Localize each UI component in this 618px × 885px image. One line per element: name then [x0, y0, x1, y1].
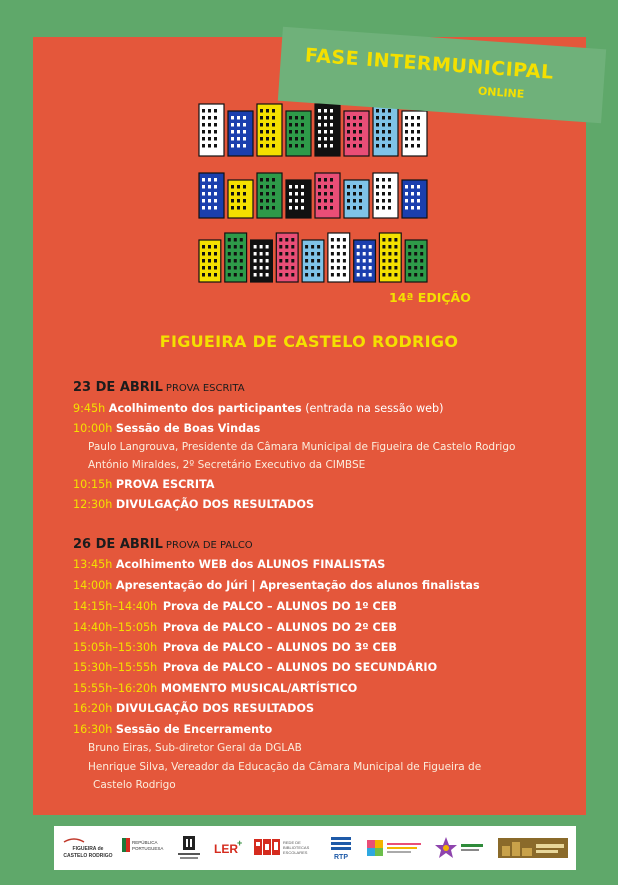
svg-text:LER: LER [214, 842, 238, 856]
logo-window [208, 144, 211, 148]
logo-window [289, 192, 292, 196]
logo-window [388, 273, 391, 277]
logo-window [417, 116, 420, 120]
logo-window [243, 116, 246, 120]
logo-window [324, 109, 327, 113]
location-title: FIGUEIRA DE CASTELO RODRIGO [159, 332, 459, 351]
item-time: 16:30h [73, 723, 113, 736]
logo-window [411, 144, 414, 148]
logo-window [405, 144, 408, 148]
logo-window [237, 144, 240, 148]
day2-date: 26 DE ABRIL [73, 537, 163, 552]
ensino-a-distancia-logo [364, 834, 426, 862]
cimbse-logo [434, 834, 488, 862]
logo-window [324, 206, 327, 210]
item-title: PROVA ESCRITA [115, 478, 215, 491]
logo-window [301, 144, 304, 148]
logo-window [214, 116, 217, 120]
logo-window [289, 185, 292, 189]
logo-window [376, 116, 379, 120]
rtp-logo [324, 834, 358, 862]
logo-window [202, 245, 205, 249]
item-title: DIVULGAÇÃO DOS RESULTADOS [115, 702, 315, 715]
logo-window [363, 245, 366, 249]
logo-window [359, 116, 362, 120]
logo-window [260, 144, 263, 148]
schedule-item [73, 702, 314, 715]
logo-window [414, 273, 417, 277]
logo-window [330, 109, 333, 113]
item-time: 14:00h [73, 579, 113, 592]
logo-window [353, 116, 356, 120]
schedule-item [73, 661, 437, 674]
logo-window [347, 116, 350, 120]
schedule-item [73, 723, 272, 736]
logo-window [260, 109, 263, 113]
logo-window [388, 109, 391, 113]
logo-window [289, 130, 292, 134]
logo-window [295, 116, 298, 120]
logo-window [272, 178, 275, 182]
logo-window [260, 206, 263, 210]
logo-window [234, 273, 237, 277]
svg-text:BIBLIOTECAS: BIBLIOTECAS [283, 845, 310, 850]
item-title: Prova de PALCO – ALUNOS DO 3º CEB [162, 641, 397, 654]
logo-window [240, 273, 243, 277]
logo-window [260, 199, 263, 203]
logo-window [357, 273, 360, 277]
welcome-person: António Miraldes, 2º Secretário Executivo da CIMBSE [88, 459, 366, 471]
logo-window [228, 238, 231, 242]
closing-person: Bruno Eiras, Sub-diretor Geral da DGLAB [88, 742, 302, 754]
rede-bibliotecas-escolares-logo [252, 834, 316, 862]
item-time: 13:45h [73, 558, 113, 571]
item-title: DIVULGAÇÃO DOS RESULTADOS [115, 498, 315, 511]
badge-subtitle: ONLINE [477, 84, 525, 101]
item-time: 14:40h–15:05h [73, 621, 158, 634]
item-time: 14:15h–14:40h [73, 600, 158, 613]
logo-window [411, 116, 414, 120]
logo-window [214, 206, 217, 210]
schedule-item [73, 579, 480, 592]
logo-window [243, 185, 246, 189]
logo-window [331, 273, 334, 277]
logo-window [272, 116, 275, 120]
item-title: Prova de PALCO – ALUNOS DO 2º CEB [162, 621, 397, 634]
logo-window [305, 273, 308, 277]
logo-window [208, 273, 211, 277]
logo-window [376, 144, 379, 148]
logo-window [337, 273, 340, 277]
schedule-item [73, 682, 357, 695]
logo-window [289, 116, 292, 120]
logo-window [376, 137, 379, 141]
logo-window [394, 238, 397, 242]
logo-window [382, 144, 385, 148]
logo-window [317, 273, 320, 277]
logo-window [318, 206, 321, 210]
day2-label: PROVA DE PALCO [165, 540, 253, 551]
logo-window [295, 185, 298, 189]
ler-plus-logo [211, 834, 245, 862]
schedule-item [73, 558, 385, 571]
item-title: MOMENTO MUSICAL/ARTÍSTICO [160, 682, 358, 695]
rede-bibliotecas-publicas-logo [172, 834, 206, 862]
item-time: 12:30h [73, 498, 113, 511]
logo-window [214, 144, 217, 148]
logo-window [214, 245, 217, 249]
logo-window [234, 238, 237, 242]
day1-label: PROVA ESCRITA [165, 383, 245, 394]
logo-window [353, 185, 356, 189]
logo-window [260, 245, 263, 249]
logo-window [243, 144, 246, 148]
logo-window [266, 245, 269, 249]
closing-person-cont: Castelo Rodrigo [93, 779, 176, 791]
svg-text:CASTELO RODRIGO: CASTELO RODRIGO [63, 853, 113, 859]
schedule-item [73, 478, 215, 491]
logo-window [214, 273, 217, 277]
item-title: Prova de PALCO – ALUNOS DO SECUNDÁRIO [162, 661, 438, 674]
logo-window [272, 144, 275, 148]
svg-text:ESCOLARES: ESCOLARES [283, 850, 308, 855]
logo-window [359, 144, 362, 148]
schedule-item [73, 600, 397, 613]
logo-window [289, 144, 292, 148]
logo-window [417, 144, 420, 148]
logo-window [305, 266, 308, 270]
logo-window [405, 199, 408, 203]
logo-window [330, 144, 333, 148]
logo-window [266, 178, 269, 182]
logo-window [394, 273, 397, 277]
item-title: Acolhimento dos participantes [108, 402, 302, 415]
schedule-item [73, 402, 444, 415]
item-time: 9:45h [73, 402, 106, 415]
badge-title: FASE INTERMUNICIPAL [304, 44, 555, 84]
logo-window [279, 273, 282, 277]
logo-window [266, 144, 269, 148]
logo-window [301, 185, 304, 189]
logo-window [324, 144, 327, 148]
item-time: 10:00h [73, 422, 113, 435]
item-time: 10:15h [73, 478, 113, 491]
logo-window [260, 185, 263, 189]
logo-window [376, 130, 379, 134]
logo-window [414, 245, 417, 249]
item-time: 15:30h–15:55h [73, 661, 158, 674]
logo-window [376, 206, 379, 210]
schedule-item [73, 641, 397, 654]
concurso-nacional-de-leitura-logo [195, 100, 440, 290]
logo-window [376, 123, 379, 127]
logo-window [260, 178, 263, 182]
logo-window [202, 137, 205, 141]
logo-window [317, 259, 320, 263]
svg-text:RTP: RTP [334, 854, 348, 861]
logo-window [317, 252, 320, 256]
logo-window [382, 238, 385, 242]
logo-window [305, 245, 308, 249]
logo-window [214, 178, 217, 182]
logo-window [260, 273, 263, 277]
welcome-person: Paulo Langrouva, Presidente da Câmara Municipal de Figueira de Castelo Rodrigo [88, 441, 516, 453]
logo-window [289, 199, 292, 203]
day2-heading [73, 537, 253, 552]
logo-window [266, 273, 269, 277]
logo-window [369, 245, 372, 249]
logo-window [343, 273, 346, 277]
logo-window [289, 137, 292, 141]
logo-window [266, 116, 269, 120]
logo-window [318, 116, 321, 120]
logo-window [382, 178, 385, 182]
logo-window [382, 116, 385, 120]
logo-window [317, 245, 320, 249]
logo-window [208, 178, 211, 182]
logo-window [318, 178, 321, 182]
logo-window [285, 273, 288, 277]
logo-window [208, 109, 211, 113]
logo-window [347, 144, 350, 148]
figueira-castelo-rodrigo-logo [60, 834, 116, 862]
svg-text:REPÚBLICA: REPÚBLICA [132, 840, 158, 845]
logo-window [202, 206, 205, 210]
item-time: 16:20h [73, 702, 113, 715]
logo-window [382, 109, 385, 113]
edition-label: 14ª EDIÇÃO [389, 290, 471, 305]
logo-window [330, 206, 333, 210]
logo-window [301, 116, 304, 120]
logo-window [289, 206, 292, 210]
logo-window [388, 238, 391, 242]
logo-window [363, 273, 366, 277]
logo-window [417, 185, 420, 189]
logo-window [357, 245, 360, 249]
logo-window [388, 116, 391, 120]
logo-window [208, 206, 211, 210]
logo-window [202, 123, 205, 127]
logo-window [237, 185, 240, 189]
sponsor-logos-bar [54, 826, 576, 870]
logo-window [330, 116, 333, 120]
logo-window [382, 206, 385, 210]
logo-window [266, 109, 269, 113]
logo-window [202, 178, 205, 182]
logo-window [331, 238, 334, 242]
logo-window [311, 245, 314, 249]
item-title: Sessão de Encerramento [115, 723, 273, 736]
item-note: (entrada na sessão web) [305, 402, 444, 415]
logo-window [208, 116, 211, 120]
logo-window [347, 185, 350, 189]
logo-window [318, 144, 321, 148]
logo-window [324, 178, 327, 182]
logo-window [305, 252, 308, 256]
logo-window [285, 238, 288, 242]
logo-window [388, 178, 391, 182]
logo-window [202, 109, 205, 113]
logo-window [202, 130, 205, 134]
logo-window [408, 245, 411, 249]
logo-window [214, 109, 217, 113]
logo-window [231, 144, 234, 148]
logo-window [237, 116, 240, 120]
logo-window [337, 238, 340, 242]
logo-window [411, 185, 414, 189]
logo-window [376, 178, 379, 182]
castelo-rodrigo-banner-logo [496, 834, 570, 862]
logo-window [289, 123, 292, 127]
logo-window [376, 109, 379, 113]
logo-window [291, 238, 294, 242]
logo-window [388, 144, 391, 148]
item-title: Acolhimento WEB dos ALUNOS FINALISTAS [115, 558, 386, 571]
logo-window [231, 116, 234, 120]
logo-window [353, 144, 356, 148]
logo-window [279, 238, 282, 242]
logo-window [254, 273, 257, 277]
logo-window [260, 116, 263, 120]
logo-window [228, 273, 231, 277]
day1-date: 23 DE ABRIL [73, 380, 163, 395]
logo-window [405, 206, 408, 210]
item-title: Apresentação do Júri | Apresentação dos alunos finalistas [115, 579, 480, 592]
logo-window [202, 144, 205, 148]
logo-window [405, 192, 408, 196]
item-time: 15:55h–16:20h [73, 682, 158, 695]
item-title: Sessão de Boas Vindas [115, 422, 261, 435]
logo-window [420, 273, 423, 277]
logo-window [266, 206, 269, 210]
logo-window [291, 273, 294, 277]
logo-window [405, 185, 408, 189]
logo-window [317, 266, 320, 270]
logo-window [254, 245, 257, 249]
svg-text:FIGUEIRA de: FIGUEIRA de [72, 846, 104, 852]
logo-window [388, 206, 391, 210]
logo-window [359, 185, 362, 189]
item-time: 15:05h–15:30h [73, 641, 158, 654]
logo-window [295, 144, 298, 148]
schedule-item [73, 422, 260, 435]
logo-window [405, 116, 408, 120]
svg-text:REDE DE: REDE DE [283, 840, 301, 845]
logo-window [272, 109, 275, 113]
logo-window [208, 245, 211, 249]
logo-window [408, 273, 411, 277]
logo-window [330, 178, 333, 182]
item-title: Prova de PALCO – ALUNOS DO 1º CEB [162, 600, 397, 613]
closing-person: Henrique Silva, Vereador da Educação da Câmara Municipal de Figueira de [88, 761, 482, 773]
logo-window [311, 273, 314, 277]
logo-window [202, 116, 205, 120]
logo-window [260, 192, 263, 196]
republica-portuguesa-logo [120, 834, 166, 862]
schedule-item [73, 498, 314, 511]
logo-window [420, 245, 423, 249]
logo-window [369, 273, 372, 277]
logo-window [272, 206, 275, 210]
logo-window [231, 185, 234, 189]
logo-window [382, 273, 385, 277]
logo-window [240, 238, 243, 242]
svg-text:+: + [237, 838, 243, 848]
logo-window [202, 273, 205, 277]
logo-window [318, 109, 321, 113]
day1-heading [73, 380, 245, 395]
schedule-item [73, 621, 397, 634]
logo-window [343, 238, 346, 242]
logo-window [305, 259, 308, 263]
svg-text:PORTUGUESA: PORTUGUESA [132, 846, 164, 851]
logo-window [324, 116, 327, 120]
